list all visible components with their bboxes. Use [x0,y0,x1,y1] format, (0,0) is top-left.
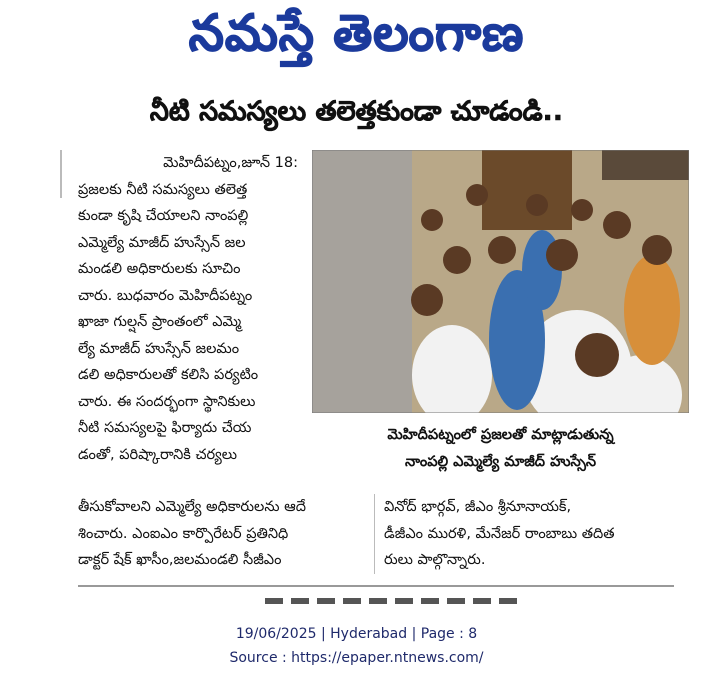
column-divider [374,494,375,574]
article-line: కుండా కృషి చేయాలని నాంపల్లి [78,208,249,224]
article-line: తీసుకోవాలని ఎమ్మెల్యే అధికారులను ఆదే [78,499,306,515]
article-line: చారు. బుధవారం మెహిదీపట్నం [78,287,253,304]
caption-line: నాంపల్లి ఎమ్మెల్యే మాజీద్ హుస్సేన్ [404,454,597,470]
article-line: మండలి అధికారులకు సూచిం [78,261,241,277]
footer-date-line: 19/06/2025 | Hyderabad | Page : 8 [235,626,478,642]
section-divider [78,585,674,587]
photo-caption [312,422,689,476]
caption-line: మెహిదీపట్నంలో ప్రజలతో మాట్లాడుతున్న [387,427,614,443]
photo-illustration [312,150,689,413]
article-line: ఖాజా గుల్షన్ ప్రాంతంలో ఎమ్మె [78,314,242,330]
dateline: మెహిదీపట్నం,జూన్ 18: [163,155,298,171]
article-left-column [78,150,298,468]
article-line: చారు. ఈ సందర్భంగా స్థానికులు [78,393,256,410]
article-line: ల్యే మాజీద్ హుస్సేన్ జలమం [78,340,240,357]
article-line: నీటి సమస్యలపై ఫిర్యాదు చేయ [78,420,252,436]
article-line: ఎమ్మెల్యే మాజీద్ హుస్సేన్ జల [78,234,246,251]
article-bottom-left-column [78,494,366,574]
article-line: డలి అధికారులతో కలిసి పర్యటిం [78,367,259,383]
article-line: వినోద్ భార్గవ్, జీఎం శ్రీనూనాయక్, [384,499,572,515]
footer-source-line: Source : https://epaper.ntnews.com/ [229,650,484,666]
article-line: డంతో, పరిష్కారానికి చర్యలు [78,446,238,463]
article-headline: నీటి సమస్యలు తలెత్తకుండా చూడండి.. [149,96,564,127]
cut-off-text-fragment [265,598,525,604]
masthead-title: నమస్తే తెలంగాణ [188,4,525,62]
newspaper-masthead [0,0,713,80]
article-photo [312,150,689,413]
article-line: డీజీఎం మురళి, మేనేజర్ రాంబాబు తదిత [384,525,615,542]
article-line: రులు పాల్గొన్నారు. [384,552,486,568]
article-line: డాక్టర్ షేక్ ఖాసీం,జలమండలి సీజీఎం [78,552,282,568]
article-line: శించారు. ఎంఐఎం కార్పొరేటర్ ప్రతినిధి [78,525,289,542]
column-rule-left [60,150,62,198]
article-line: ప్రజలకు నీటి సమస్యలు తలెత్త [78,181,248,198]
article-bottom-right-column [384,494,674,574]
